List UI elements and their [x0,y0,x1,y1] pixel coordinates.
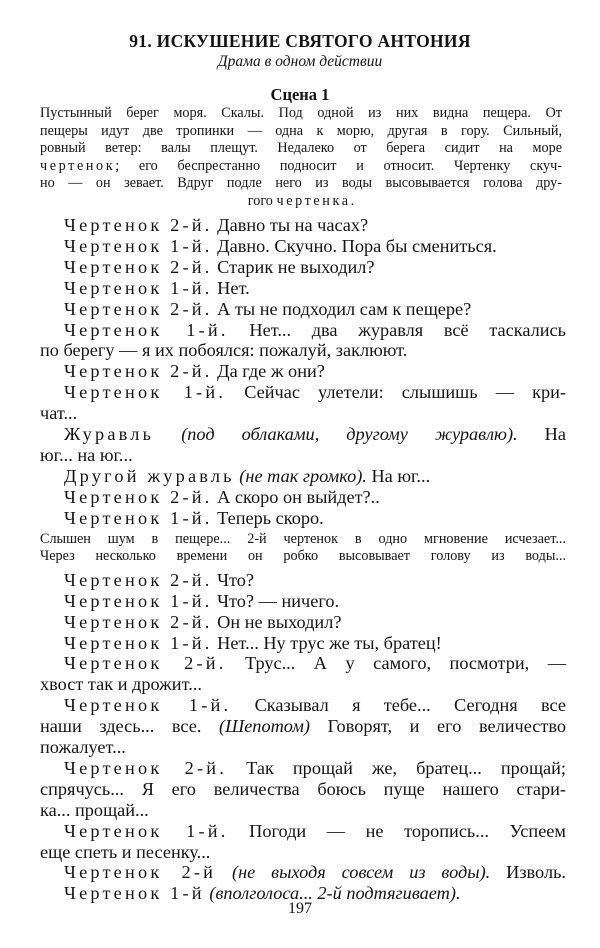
dialogue-line: Чертенок 2-й. А ты не подходил сам к пещере? [64,298,472,319]
dialogue-block [40,215,566,904]
dialogue-line: Чертенок 1-й. Сказывал я тебе... Сегодня все [64,695,566,716]
speaker-name: Чертенок 2-й. [64,256,213,277]
dialogue-line: Чертенок 2-й. А скоро он выйдет?.. [64,486,380,507]
speaker-name: Чертенок 1-й. [64,277,213,298]
stage-line: гого чертенка. [247,192,355,209]
speaker-name: Чертенок 1-й. [64,632,213,653]
dialogue-continuation: наши здесь... все. (Шепотом) Говорят, и его величество [40,716,567,737]
dialogue-continuation: по берегу — я их побоялся: пожалуй, заклюют. [40,340,408,361]
dialogue-line: Чертенок 2-й. Он не выходил? [64,611,342,632]
stage-line: Через несколько времени он робко высовывает голову из воды... [40,548,566,565]
dialogue-line: Чертенок 2-й. Что? [64,569,255,590]
stage-direction-opening [40,105,562,211]
play-subtitle: Драма в одном действии [217,53,383,70]
dialogue-line: Чертенок 1-й. Сейчас улетели: слышишь — кри- [64,382,566,403]
speaker-name: Чертенок 2-й. [64,757,228,778]
speaker-name: Чертенок 2-й [64,862,217,883]
dialogue-line: Чертенок 1-й. Нет... два журавля всё таскались [64,319,566,340]
dialogue-line: Другой журавль (не так громко). На юг... [64,465,431,486]
speaker-name: Чертенок 1-й. [64,820,229,841]
dialogue-line: Чертенок 1-й. Погоди — не торопись... Успеем [64,820,566,841]
dialogue-line: Чертенок 2-й. Старик не выходил? [64,256,375,277]
dialogue-line: Чертенок 2-й. Да где ж они? [64,361,325,382]
dialogue-line: Чертенок 2-й. Трус... А у самого, посмотри, — [64,653,566,674]
speaker-name: Журавль [64,424,155,445]
dialogue-line: Чертенок 1-й. Что? — ничего. [64,590,340,611]
speaker-name: Чертенок 1-й. [64,235,213,256]
character-name: чертенок [40,157,116,174]
dialogue-line: Чертенок 1-й. Теперь скоро. [64,507,324,528]
speaker-name: Чертенок 1-й. [64,382,227,403]
stage-direction-noise [40,531,566,566]
dialogue-continuation: спрячусь... Я его величества боюсь пуще нашего стари- [40,778,566,799]
stage-line: чертенок; его беспрестанно подносит и относит. Чертенку скуч- [40,157,562,174]
dialogue-continuation: чат... [40,403,78,424]
character-name: чертенка [276,192,351,209]
stage-remark: (не так громко). [234,465,367,486]
dialogue-continuation: хвост так и дрожит... [40,674,202,695]
speaker-name: Чертенок 2-й. [64,215,213,235]
stage-line: пещеры идут две тропинки — одна к морю, другая в гору. Сильный, [40,122,562,139]
dialogue-continuation: еще спеть и песенку... [40,841,211,862]
speaker-name: Другой журавль [64,465,235,486]
stage-remark: (вполголоса... 2-й подтягивает). [204,883,461,904]
speaker-name: Чертенок 2-й. [64,298,213,319]
stage-line: Слышен шум в пещере... 2-й чертенок в одно мгновение исчезает... [40,530,566,547]
stage-remark: (Шепотом) [201,716,310,737]
speaker-name: Чертенок 2-й. [64,569,213,590]
play-title: 91. ИСКУШЕНИЕ СВЯТОГО АНТОНИЯ [129,31,471,51]
stage-line: ровный ветер: валы плещут. Недалеко от берега сидит на море [40,140,562,157]
speaker-name: Чертенок 1-й. [64,319,229,340]
stage-remark: (под облаками, другому журавлю). [154,424,518,445]
dialogue-line: Чертенок 1-й. Нет... Ну трус же ты, братец! [64,632,442,653]
speaker-name: Чертенок 2-й. [64,611,213,632]
dialogue-line: Чертенок 2-й. Давно ты на часах? [64,215,369,235]
stage-line: Пустынный берег моря. Скалы. Под одной из них видна пещера. От [40,105,562,121]
speaker-name: Чертенок 1-й [64,883,205,904]
page-number: 197 [288,900,312,917]
speaker-name: Чертенок 2-й. [64,361,213,382]
dialogue-continuation: пожалует... [40,737,126,758]
stage-remark: (не выходя совсем из воды). [216,862,491,883]
dialogue-continuation: ка... прощай... [40,799,149,820]
speaker-name: Чертенок 1-й. [64,695,232,716]
speaker-name: Чертенок 2-й. [64,653,227,674]
dialogue-line: Чертенок 1-й. Нет. [64,277,250,298]
dialogue-line: Журавль (под облаками, другому журавлю). На [64,424,566,445]
dialogue-line: Чертенок 2-й (не выходя совсем из воды). Изволь. [64,862,566,883]
dialogue-continuation: юг... на юг... [40,444,133,465]
speaker-name: Чертенок 1-й. [64,507,213,528]
speaker-name: Чертенок 1-й. [64,590,213,611]
dialogue-line: Чертенок 1-й. Давно. Скучно. Пора бы смениться. [64,235,497,256]
dialogue-line: Чертенок 2-й. Так прощай же, братец... прощай; [64,757,566,778]
stage-line: но — он зевает. Вдруг подле него из воды высовывается голова дру- [40,175,562,192]
scene-heading: Сцена 1 [270,85,330,104]
speaker-name: Чертенок 2-й. [64,486,213,507]
